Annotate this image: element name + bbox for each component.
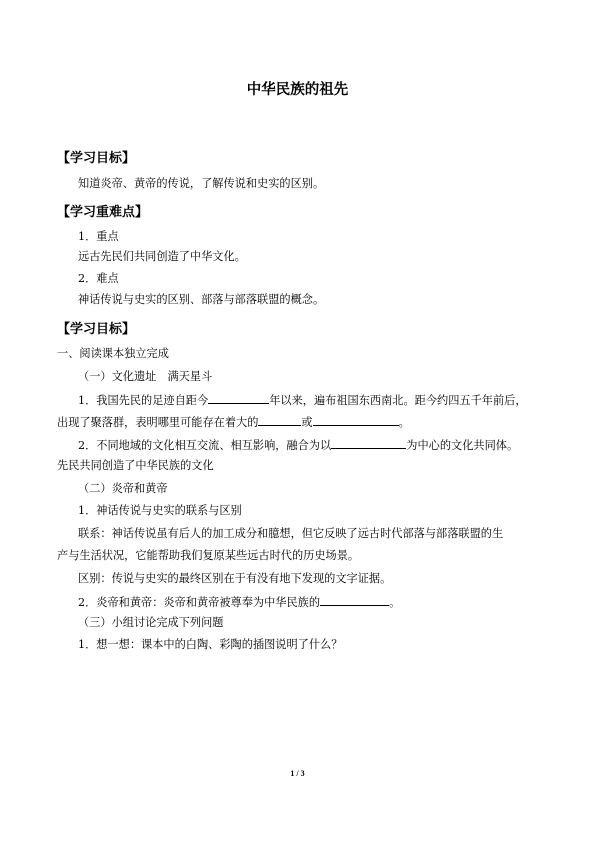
subsection-1-heading: （一）文化遗址 满天星斗 — [78, 370, 213, 383]
question-3-link-line-2: 产与生活状况，它能帮助我们复原某些远古时代的历史场景。 — [57, 549, 360, 562]
page-number: 1 / 3 — [290, 769, 305, 778]
question-1-text-a: 1．我国先民的足迹自距今 — [78, 394, 209, 407]
key-point-2-text: 神话传说与史实的区别、部落与部落联盟的概念。 — [78, 293, 325, 306]
fill-blank-5[interactable] — [320, 594, 389, 606]
question-1-text-b: 年以来，遍布祖国东西南北。距今约四五千年前后， — [269, 394, 527, 407]
section-heading-key-points: 【学习重难点】 — [57, 205, 149, 220]
section-heading-study: 【学习目标】 — [57, 322, 136, 337]
question-1-line-1 — [78, 392, 527, 408]
fill-blank-2[interactable] — [258, 414, 301, 426]
key-point-2-number: 2．难点 — [78, 272, 119, 285]
question-1-text-c: 出现了聚落群，表明哪里可能存在着大的 — [57, 416, 259, 429]
question-3: 1．神话传说与史实的联系与区别 — [78, 504, 242, 517]
question-3-link-line-1: 联系：神话传说虽有后人的加工成分和臆想，但它反映了远古时代部落与部落联盟的生 — [78, 527, 504, 540]
key-point-1-number: 1．重点 — [78, 230, 119, 243]
question-4-text-b: 。 — [389, 596, 401, 609]
part-1-heading: 一、阅读课本独立完成 — [57, 347, 169, 360]
question-1-line-2 — [57, 414, 410, 430]
fill-blank-4[interactable] — [331, 437, 406, 449]
fill-blank-3[interactable] — [313, 414, 399, 426]
question-2-line-2: 先民共同创造了中华民族的文化 — [57, 459, 214, 472]
question-2-text-a: 2．不同地域的文化相互交流、相互影响，融合为以 — [78, 439, 332, 452]
question-2-text-b: 为中心的文化共同体。 — [406, 439, 519, 452]
question-4-text-a: 2．炎帝和黄帝：炎帝和黄帝被尊奉为中华民族的 — [78, 596, 321, 609]
question-1-text-d: 或 — [301, 416, 313, 429]
objective-text: 知道炎帝、黄帝的传说，了解传说和史实的区别。 — [78, 177, 325, 190]
subsection-2-heading: （二）炎帝和黄帝 — [78, 482, 168, 495]
section-heading-objectives: 【学习目标】 — [57, 151, 136, 166]
page-title: 中华民族的祖先 — [246, 82, 349, 98]
question-5: 1．想一想：课本中的白陶、彩陶的插图说明了什么？ — [78, 638, 343, 651]
question-2-line-1 — [78, 437, 518, 453]
question-1-text-e: 。 — [398, 416, 410, 429]
subsection-3-heading: （三）小组讨论完成下列问题 — [78, 616, 224, 629]
fill-blank-1[interactable] — [208, 392, 269, 404]
question-3-difference: 区别：传说与史实的最终区别在于有没有地下发现的文字证据。 — [78, 572, 392, 585]
key-point-1-text: 远古先民们共同创造了中华文化。 — [78, 250, 246, 263]
question-4 — [78, 594, 400, 610]
